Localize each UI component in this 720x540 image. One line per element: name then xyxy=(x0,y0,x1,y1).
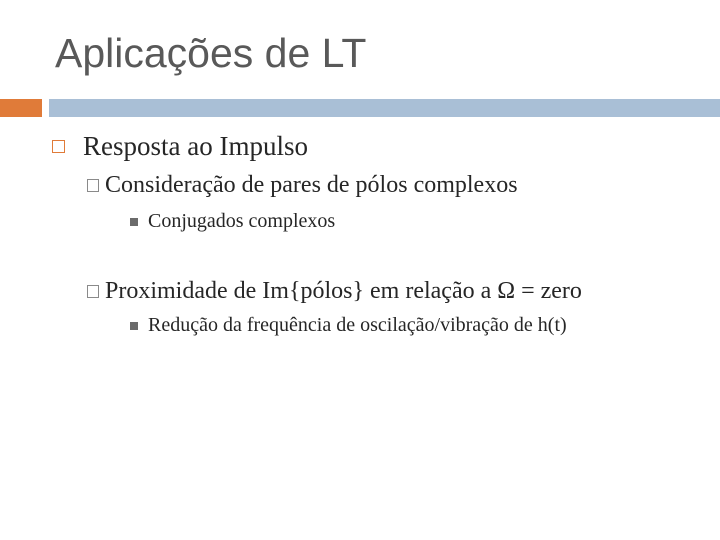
bullet-level2-text: Proximidade de Im{pólos} em relação a Ω = zero xyxy=(105,278,582,304)
square-outline-bullet-icon xyxy=(87,179,99,192)
bullet-level3-text: Conjugados complexos xyxy=(148,210,336,232)
bullet-level1-text: Resposta ao Impulso xyxy=(83,131,308,161)
bullet-level3-conjugados xyxy=(107,210,335,233)
title-divider-bar xyxy=(49,99,720,117)
square-outline-bullet-icon xyxy=(52,140,65,153)
slide-title: Aplicações de LT xyxy=(55,30,367,76)
square-filled-bullet-icon xyxy=(130,218,138,226)
bullet-level2-proximidade xyxy=(87,278,582,305)
bullet-level3-text: Redução da frequência de oscilação/vibração de h(t) xyxy=(148,314,567,336)
bullet-level2-consideracao xyxy=(87,172,518,199)
bullet-level2-text: Consideração de pares de pólos complexos xyxy=(105,172,518,198)
square-filled-bullet-icon xyxy=(130,322,138,330)
bullet-level1 xyxy=(52,131,308,162)
title-divider-accent xyxy=(0,99,42,117)
square-outline-bullet-icon xyxy=(87,285,99,298)
bullet-level3-reducao xyxy=(107,314,567,337)
